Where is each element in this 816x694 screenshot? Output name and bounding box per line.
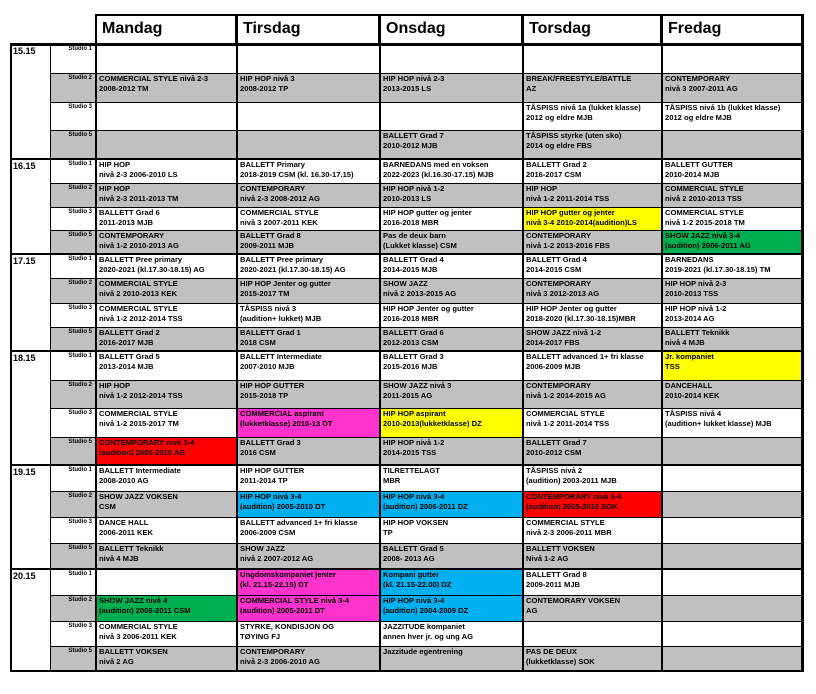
class-text: HIP HOP Jenter og gutter bbox=[240, 279, 331, 289]
class-text: nivå 3 2007-2011 KEK bbox=[240, 217, 318, 227]
class-text: Jazzitude egentrening bbox=[383, 647, 463, 657]
class-text: HIP HOP bbox=[99, 380, 131, 390]
class-text: 2010-2014 MJB bbox=[665, 170, 720, 180]
class-text: CONTEMPORARY bbox=[526, 279, 592, 289]
class-text: COMMERCIAL STYLE bbox=[665, 183, 744, 193]
studio-label: Studio 1 bbox=[50, 465, 96, 491]
studio-label: Studio 1 bbox=[50, 254, 96, 278]
class-text: CONTEMPORARY nivå 3-4 bbox=[526, 492, 622, 501]
class-text: 2018 CSM bbox=[240, 337, 276, 347]
class-text: nivå 2-3 2011-2013 TM bbox=[99, 193, 179, 203]
class-text: HIP HOP gutter og jenter bbox=[526, 207, 615, 217]
class-text: 2020-2021 (kl.17.30-18.15) AG bbox=[99, 265, 205, 275]
class-text: CONTEMPORARY bbox=[240, 647, 306, 657]
class-text: BALLETT Grad 3 bbox=[240, 437, 301, 447]
studio-label: Studio 5 bbox=[50, 230, 96, 254]
class-text: STYRKE, KONDISJON OG bbox=[240, 621, 335, 631]
class-text: Nivå 1-2 AG bbox=[526, 554, 569, 564]
studio-label: Studio 1 bbox=[50, 159, 96, 183]
studio-label: Studio 3 bbox=[50, 517, 96, 543]
class-text: BALLETT Intermediate bbox=[99, 466, 181, 475]
class-text: HIP HOP bbox=[99, 160, 131, 169]
class-text: 2018-2020 (kl.17.30-18.15)MBR bbox=[526, 313, 636, 323]
class-text: COMMERCIAL STYLE nivå 3-4 bbox=[240, 595, 350, 605]
class-text: nivå 3 2012-2013 AG bbox=[526, 289, 600, 299]
class-text: 2006-2009 MJB bbox=[526, 362, 581, 372]
class-text: HIP HOP GUTTER bbox=[240, 380, 305, 390]
class-text: (audition+ lukket) MJB bbox=[240, 313, 322, 323]
class-text: 2010-2014 KEK bbox=[665, 390, 720, 400]
class-text: 2014-2017 FBS bbox=[526, 337, 580, 347]
studio-label: Studio 1 bbox=[50, 44, 96, 73]
class-text: (audition+ lukket klasse) MJB bbox=[665, 419, 772, 429]
class-text: 2012-2013 CSM bbox=[383, 337, 439, 347]
class-text: BALLETT Pree primary bbox=[240, 255, 324, 264]
class-text: HIP HOP gutter og jenter bbox=[383, 207, 472, 217]
class-text: 2010-2013 LS bbox=[383, 193, 432, 203]
class-text: CONTEMPORARY bbox=[526, 380, 592, 390]
class-text: Jr. kompaniet bbox=[665, 352, 714, 361]
class-text: (audition) 2005-2010 SOK bbox=[526, 502, 618, 512]
class-text: (audition) 2006-2011 AG bbox=[665, 241, 751, 251]
class-text: BALLETT Grad 2 bbox=[526, 160, 587, 169]
class-text: 2016 CSM bbox=[240, 447, 276, 457]
day-header-onsdag: Onsdag bbox=[380, 14, 523, 44]
schedule-table bbox=[10, 14, 803, 672]
class-text: DANCEHALL bbox=[665, 380, 713, 390]
class-text: nivå 1-2 2014-2015 AG bbox=[526, 390, 606, 400]
class-text: BALLETT Grad 4 bbox=[526, 255, 587, 264]
class-text: BALLETT Grad 8 bbox=[526, 570, 587, 579]
class-text: nivå 1-2 2011-2014 TSS bbox=[526, 193, 610, 203]
class-text: (kl. 21.15-22.00) DZ bbox=[383, 580, 452, 590]
class-text: 2013-2014 AG bbox=[665, 313, 715, 323]
class-text: nivå 2-3 2006-2011 MBR bbox=[526, 528, 612, 538]
class-text: BALLETT Grad 5 bbox=[383, 544, 444, 553]
class-text: BALLETT GUTTER bbox=[665, 160, 733, 169]
class-text: nivå 2 2007-2012 AG bbox=[240, 554, 314, 564]
studio-label: Studio 2 bbox=[50, 491, 96, 517]
class-text: (audition) 2005-2010 DT bbox=[240, 502, 326, 512]
class-text: (audition) 2005-2010 AG bbox=[99, 447, 186, 457]
class-text: TØYING FJ bbox=[240, 631, 281, 641]
class-text: TÅSPISS nivå 3 bbox=[240, 303, 297, 313]
class-text: (audition) 2006-2011 CSM bbox=[99, 605, 191, 615]
studio-label: Studio 2 bbox=[50, 380, 96, 409]
studio-label: Studio 3 bbox=[50, 102, 96, 131]
class-text: 2011-2013 MJB bbox=[99, 217, 154, 227]
class-text: 2008-2012 TM bbox=[99, 83, 149, 93]
class-text: 2006-2011 KEK bbox=[99, 528, 154, 538]
class-text: COMMERCIAL aspirant bbox=[240, 409, 324, 418]
class-text: HIP HOP aspirant bbox=[383, 409, 446, 418]
studio-label: Studio 3 bbox=[50, 303, 96, 327]
class-text: 2008-2010 AG bbox=[99, 476, 149, 486]
class-text: HIP HOP nivå 1-2 bbox=[383, 437, 445, 447]
class-text: BALLETT Grad 7 bbox=[383, 131, 444, 141]
class-text: COMMERCIAL STYLE bbox=[665, 207, 744, 217]
class-text: BALLETT advanced 1+ fri klasse bbox=[240, 518, 358, 527]
class-text: HIP HOP Jenter og gutter bbox=[383, 303, 474, 313]
class-text: BALLETT Intermediate bbox=[240, 352, 322, 361]
class-text: 2014-2015 CSM bbox=[526, 265, 582, 275]
class-text: COMMERCIAL STYLE bbox=[99, 303, 178, 313]
class-text: BREAK/FREESTYLE/BATTLE bbox=[526, 73, 632, 83]
class-text: PAS DE DEUX bbox=[526, 647, 577, 657]
class-text: BALLETT Grad 3 bbox=[383, 352, 444, 361]
class-text: nivå 1-2 2013-2016 FBS bbox=[526, 241, 611, 251]
studio-label: Studio 2 bbox=[50, 183, 96, 207]
class-text: 2010-2013(lukketklasse) DZ bbox=[383, 419, 482, 429]
class-text: 2018-2019 CSM (kl. 16.30-17.15) bbox=[240, 170, 354, 180]
class-text: nivå 1-2 2010-2013 AG bbox=[99, 241, 179, 251]
class-text: Pas de deux barn bbox=[383, 231, 446, 241]
class-text: (lukketklasse) 2010-13 DT bbox=[240, 419, 333, 429]
class-text: nivå 3 2007-2011 AG bbox=[665, 83, 738, 93]
studio-label: Studio 5 bbox=[50, 646, 96, 672]
class-text: 2022-2023 (kl.16.30-17.15) MJB bbox=[383, 170, 494, 180]
class-text: Kompani gutter bbox=[383, 570, 440, 579]
time-label: 20.15 bbox=[13, 571, 36, 581]
time-label: 17.15 bbox=[13, 256, 36, 266]
class-text: COMMERCIAL STYLE bbox=[99, 621, 178, 631]
class-text: BARNEDANS bbox=[665, 255, 714, 264]
class-text: BALLETT advanced 1+ fri klasse bbox=[526, 352, 644, 361]
class-text: (kl. 21.15-22.15) DT bbox=[240, 580, 309, 590]
class-text: HIP HOP GUTTER bbox=[240, 466, 305, 475]
class-text: HIP HOP nivå 1-2 bbox=[665, 303, 727, 313]
class-text: 2011-2014 TP bbox=[240, 476, 288, 486]
class-text: (audition) 2005-2011 DT bbox=[240, 605, 325, 615]
class-text: TÅSPISS nivå 1b (lukket klasse) bbox=[665, 102, 781, 112]
class-text: HIP HOP nivå 3-4 bbox=[383, 492, 445, 501]
class-text: SHOW JAZZ VOKSEN bbox=[99, 492, 178, 501]
class-text: nivå 1-2 2015-2017 TM bbox=[99, 419, 179, 429]
studio-label: Studio 5 bbox=[50, 130, 96, 159]
class-text: (lukketklasse) SOK bbox=[526, 657, 595, 667]
studio-label: Studio 5 bbox=[50, 543, 96, 569]
time-label: 16.15 bbox=[13, 161, 36, 171]
class-text: BALLETT Grad 7 bbox=[526, 437, 587, 447]
class-text: HIP HOP nivå 3-4 bbox=[240, 492, 302, 501]
class-text: nivå 2 AG bbox=[99, 657, 134, 667]
class-text: CONTEMPORARY bbox=[99, 231, 165, 241]
class-text: 2015-2018 TP bbox=[240, 390, 289, 400]
class-text: nivå 1-2 2012-2014 TSS bbox=[99, 390, 183, 400]
class-text: 2014 og eldre FBS bbox=[526, 141, 592, 151]
class-text: nivå 4 MJB bbox=[99, 554, 139, 564]
class-text: COMMERCIAL STYLE bbox=[99, 279, 178, 289]
class-text: AZ bbox=[526, 83, 537, 93]
class-text: (audition) 2006-2011 DZ bbox=[383, 502, 468, 512]
class-text: BALLETT Grad 4 bbox=[383, 255, 444, 264]
class-text: 2016-2018 MBR bbox=[383, 313, 439, 323]
class-text: nivå 4 MJB bbox=[665, 337, 705, 347]
class-text: SHOW JAZZ nivå 3 bbox=[383, 380, 452, 390]
class-text: HIP HOP nivå 2-3 bbox=[383, 73, 445, 83]
body-border bbox=[10, 44, 803, 672]
class-text: nivå 2 2013-2015 AG bbox=[383, 289, 457, 299]
studio-label: Studio 3 bbox=[50, 207, 96, 231]
class-text: TÅSPISS nivå 1a (lukket klasse) bbox=[526, 102, 641, 112]
class-text: SHOW JAZZ nivå 4 bbox=[99, 595, 168, 605]
studio-label: Studio 1 bbox=[50, 351, 96, 380]
class-text: nivå 1-2 2015-2018 TM bbox=[665, 217, 745, 227]
day-header-fredag: Fredag bbox=[662, 14, 803, 44]
studio-label: Studio 3 bbox=[50, 408, 96, 437]
class-text: CONTEMPORARY bbox=[240, 183, 306, 193]
class-text: nivå 2-3 2006-2010 AG bbox=[240, 657, 320, 667]
class-text: 2019-2021 (kl.17.30-18.15) TM bbox=[665, 265, 771, 275]
class-text: COMMERCIAL STYLE bbox=[526, 518, 605, 527]
class-text: CONTEMPORARY bbox=[665, 73, 731, 83]
studio-label: Studio 2 bbox=[50, 595, 96, 621]
class-text: HIP HOP nivå 2-3 bbox=[665, 279, 727, 289]
studio-label: Studio 2 bbox=[50, 278, 96, 302]
class-text: CSM bbox=[99, 502, 116, 512]
class-text: 2013-2015 LS bbox=[383, 83, 432, 93]
class-text: BALLETT Grad 8 bbox=[240, 231, 301, 241]
studio-label: Studio 5 bbox=[50, 327, 96, 351]
class-text: 2010-2013 TSS bbox=[665, 289, 719, 299]
class-text: Ungdomskompaniet jenter bbox=[240, 570, 336, 579]
class-text: BALLETT Grad 6 bbox=[99, 207, 160, 217]
class-text: TP bbox=[383, 528, 393, 538]
class-text: COMMERCIAL STYLE bbox=[526, 409, 605, 418]
class-text: nivå 3-4 2010-2014(audition)LS bbox=[526, 217, 637, 227]
class-text: TÅSPISS styrke (uten sko) bbox=[526, 131, 622, 141]
class-text: 2007-2010 MJB bbox=[240, 362, 295, 372]
class-text: HIP HOP Jenter og gutter bbox=[526, 303, 617, 313]
class-text: COMMERCIAL STYLE nivå 2-3 bbox=[99, 73, 209, 83]
time-label: 19.15 bbox=[13, 467, 36, 477]
class-text: HIP HOP nivå 1-2 bbox=[383, 183, 445, 193]
day-header-torsdag: Torsdag bbox=[523, 14, 662, 44]
class-text: nivå 3 2006-2011 KEK bbox=[99, 631, 177, 641]
class-text: 2010-2012 CSM bbox=[526, 447, 582, 457]
class-text: (Lukket klasse) CSM bbox=[383, 241, 457, 251]
class-text: BALLETT VOKSEN bbox=[526, 544, 595, 553]
class-text: BARNEDANS med en voksen bbox=[383, 160, 489, 169]
class-text: 2016-2017 MJB bbox=[99, 337, 154, 347]
class-text: SHOW JAZZ nivå 1-2 bbox=[526, 327, 602, 337]
class-text: nivå 2 2010-2013 TSS bbox=[665, 193, 742, 203]
class-text: CONTEMPORARY nivå 3-4 bbox=[99, 437, 195, 447]
studio-label: Studio 1 bbox=[50, 569, 96, 595]
class-text: 2012 og eldre MJB bbox=[526, 112, 593, 122]
class-text: 2010-2012 MJB bbox=[383, 141, 438, 151]
class-text: SHOW JAZZ nivå 3-4 bbox=[665, 231, 741, 241]
class-text: HIP HOP VOKSEN bbox=[383, 518, 449, 527]
class-text: COMMERCIAL STYLE bbox=[99, 409, 178, 418]
class-text: BALLETT Grad 5 bbox=[99, 352, 160, 361]
class-text: 2008-2012 TP bbox=[240, 83, 289, 93]
class-text: 2020-2021 (kl.17.30-18.15) AG bbox=[240, 265, 346, 275]
class-text: 2014-2015 MJB bbox=[383, 265, 438, 275]
class-text: BALLETT Primary bbox=[240, 160, 305, 169]
class-text: HIP HOP bbox=[99, 183, 131, 193]
class-text: BALLETT Grad 1 bbox=[240, 327, 301, 337]
class-text: DANCE HALL bbox=[99, 518, 149, 527]
class-text: BALLETT Pree primary bbox=[99, 255, 183, 264]
class-text: nivå 1-2 2011-2014 TSS bbox=[526, 419, 610, 429]
time-label: 18.15 bbox=[13, 353, 36, 363]
class-text: annen hver jr. og ung AG bbox=[383, 631, 474, 641]
class-text: BALLETT Grad 2 bbox=[99, 327, 160, 337]
class-text: CONTEMORARY VOKSEN bbox=[526, 595, 621, 605]
class-text: 2013-2014 MJB bbox=[99, 362, 154, 372]
header-border bbox=[95, 14, 803, 45]
studio-label: Studio 5 bbox=[50, 437, 96, 466]
class-text: 2016-2018 MBR bbox=[383, 217, 439, 227]
class-text: HIP HOP bbox=[526, 183, 558, 193]
time-label: 15.15 bbox=[13, 46, 36, 56]
day-header-mandag: Mandag bbox=[96, 14, 237, 44]
class-text: 2009-2011 MJB bbox=[526, 580, 581, 590]
class-text: SHOW JAZZ bbox=[383, 279, 428, 289]
class-text: BALLETT Teknikk bbox=[99, 544, 164, 553]
class-text: TÅSPISS nivå 4 bbox=[665, 409, 722, 418]
class-text: SHOW JAZZ bbox=[240, 544, 285, 553]
class-text: TÅSPISS nivå 2 bbox=[526, 466, 583, 475]
day-header-tirsdag: Tirsdag bbox=[237, 14, 380, 44]
class-text: 2006-2009 CSM bbox=[240, 528, 296, 538]
class-text: BALLETT Grad 6 bbox=[383, 327, 444, 337]
class-text: BALLETT Teknikk bbox=[665, 327, 730, 337]
class-text: TILRETTELAGT bbox=[383, 466, 440, 475]
class-text: 2011-2015 AG bbox=[383, 390, 433, 400]
class-text: CONTEMPORARY bbox=[526, 231, 592, 241]
class-text: 2015-2016 MJB bbox=[383, 362, 438, 372]
class-text: (audition) 2004-2009 DZ bbox=[383, 605, 469, 615]
class-text: COMMERCIAL STYLE bbox=[240, 207, 319, 217]
class-text: nivå 2-3 2008-2012 AG bbox=[240, 193, 320, 203]
class-text: 2014-2015 TSS bbox=[383, 447, 437, 457]
class-text: 2016-2017 CSM bbox=[526, 170, 582, 180]
class-text: HIP HOP nivå 3 bbox=[240, 73, 295, 83]
class-text: JAZZITUDE kompaniet bbox=[383, 621, 465, 631]
class-text: nivå 2-3 2006-2010 LS bbox=[99, 170, 178, 180]
studio-label: Studio 2 bbox=[50, 73, 96, 102]
class-text: nivå 1-2 2012-2014 TSS bbox=[99, 313, 183, 323]
class-text: HIP HOP nivå 3-4 bbox=[383, 595, 445, 605]
class-text: 2008- 2013 AG bbox=[383, 554, 435, 564]
class-text: (audition) 2003-2011 MJB bbox=[526, 476, 617, 486]
class-text: BALLETT VOKSEN bbox=[99, 647, 168, 657]
class-text: 2009-2011 MJB bbox=[240, 241, 295, 251]
class-text: AG bbox=[526, 605, 538, 615]
class-text: MBR bbox=[383, 476, 401, 486]
class-text: 2012 og eldre MJB bbox=[665, 112, 732, 122]
studio-label: Studio 3 bbox=[50, 621, 96, 647]
class-text: TSS bbox=[665, 362, 680, 372]
class-text: 2015-2017 TM bbox=[240, 289, 290, 299]
class-text: nivå 2 2010-2013 KEK bbox=[99, 289, 178, 299]
